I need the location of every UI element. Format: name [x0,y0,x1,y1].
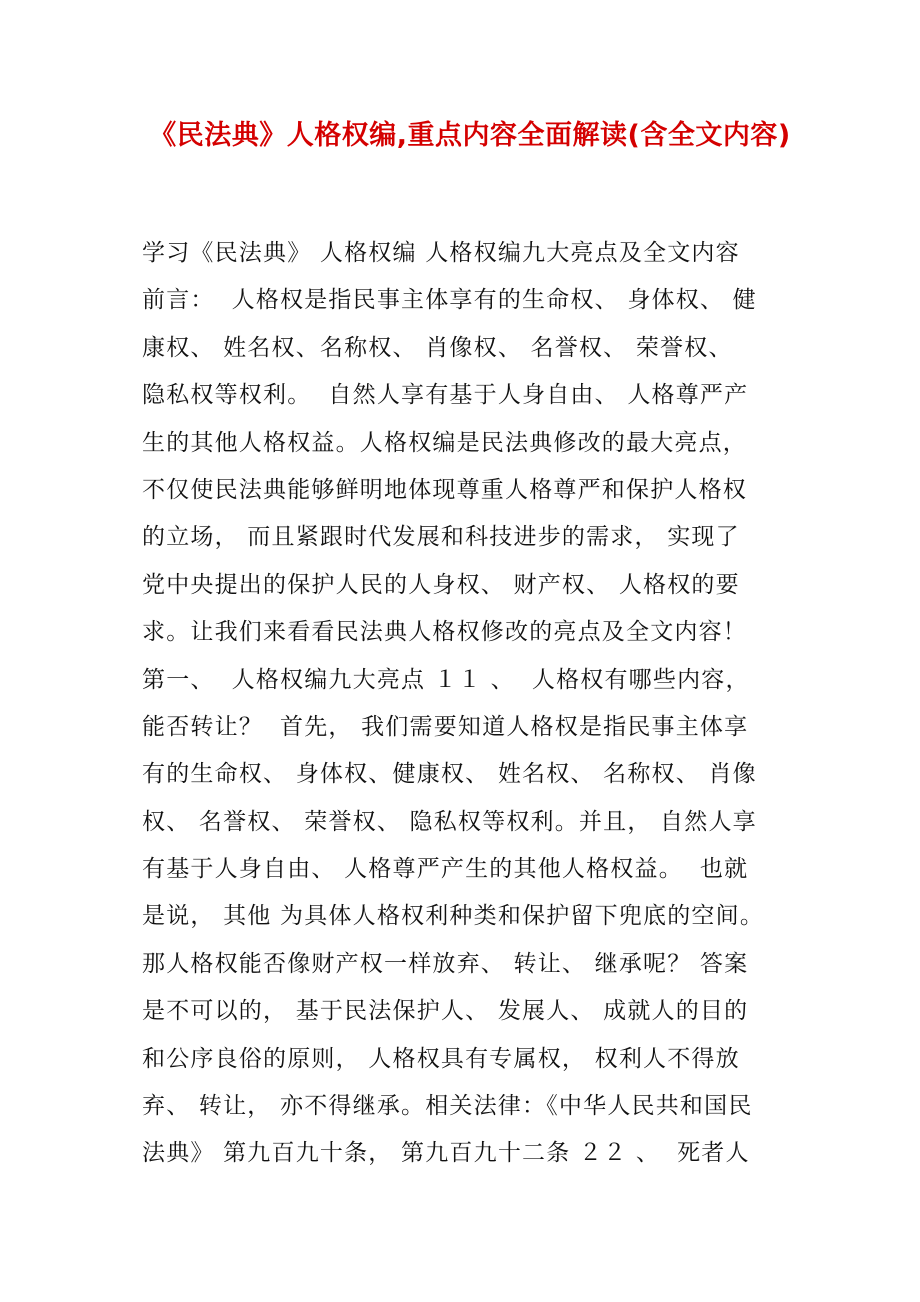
body-line: 法典》 第九百九十条， 第九百九十二条 ２２ 、 死者人 [142,1140,750,1167]
body-line: 的立场， 而且紧跟时代发展和科技进步的需求， 实现了 [142,524,740,551]
document-body [142,230,812,1178]
body-line: 是说， 其他 为具体人格权利种类和保护留下兜底的空间。 [142,903,765,930]
body-line: 有的生命权、 身体权、健康权、 姓名权、 名称权、 肖像 [142,761,757,788]
body-line: 生的其他人格权益。人格权编是民法典修改的最大亮点， [142,429,747,456]
body-line: 能否转让？ 首先， 我们需要知道人格权是指民事主体享 [142,713,749,740]
body-line: 那人格权能否像财产权一样放弃、 转让、 继承呢？ 答案 [142,950,749,977]
body-line: 有基于人身自由、 人格尊严产生的其他人格权益。 也就 [142,856,749,883]
body-line: 前言： 人格权是指民事主体享有的生命权、 身体权、 健 [142,287,757,314]
body-line: 党中央提出的保护人民的人身权、 财产权、 人格权的要 [142,571,740,598]
body-line: 和公序良俗的原则， 人格权具有专属权， 权利人不得放 [142,1045,740,1072]
body-line: 是不可以的， 基于民法保护人、 发展人、 成就人的目的 [142,998,749,1025]
document-title: 《民法典》人格权编,重点内容全面解读(含全文内容) [149,120,791,151]
body-line: 第一、 人格权编九大亮点 １１ 、 人格权有哪些内容， [142,666,750,693]
body-line: 康权、 姓名权、名称权、 肖像权、 名誉权、 荣誉权、 [142,334,733,361]
body-line: 弃、 转让， 亦不得继承。相关法律：《中华人民共和国民 [142,1093,753,1120]
body-line: 隐私权等权利。 自然人享有基于人身自由、 人格尊严产 [142,382,749,409]
body-line: 权、 名誉权、 荣誉权、 隐私权等权利。并且， 自然人享 [142,808,757,835]
body-line: 不仅使民法典能够鲜明地体现尊重人格尊严和保护人格权 [142,476,747,503]
body-line: 求。让我们来看看民法典人格权修改的亮点及全文内容！ [142,619,747,646]
body-line: 学习《民法典》 人格权编 人格权编九大亮点及全文内容 [142,240,740,266]
